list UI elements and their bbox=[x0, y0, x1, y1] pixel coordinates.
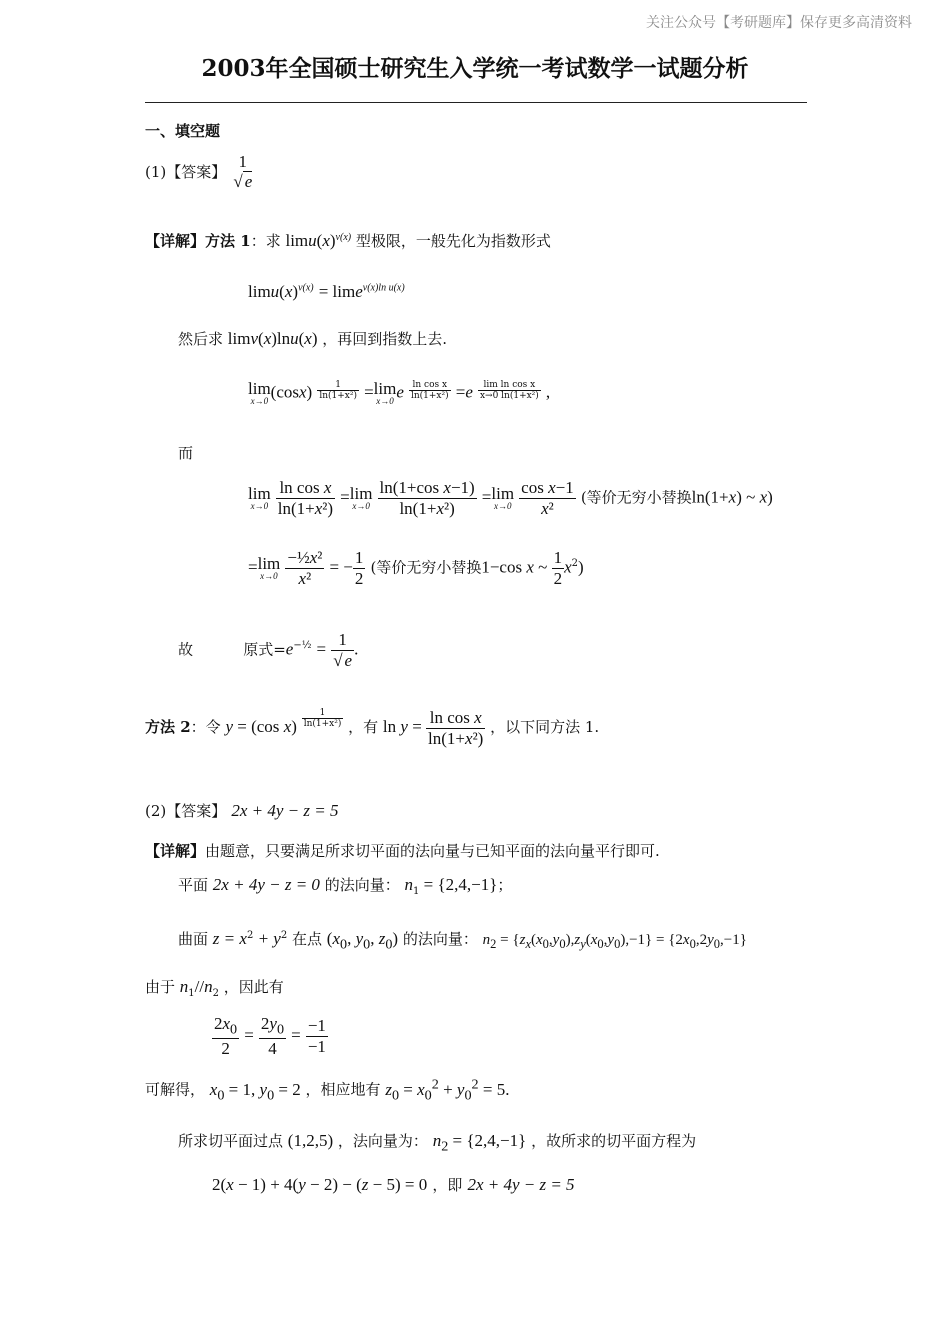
q2-since-line: 由于 $n_1//n_2$ ，因此有 bbox=[145, 977, 284, 999]
section-heading: 一、填空题 bbox=[145, 122, 221, 140]
q2-solve-line: 可解得， $x_0 = 1$, $y_0 = 2$ ，相应地有 $z_0 = x_0^2 + y_0^2 = 5$. bbox=[145, 1076, 510, 1104]
formula-exp-form: $\lim u(x)^{v(x)} = \lim e^{v(x)ln u(x)}$ bbox=[248, 282, 405, 301]
q1-er: 而 bbox=[178, 444, 194, 462]
q2-tangent-line: 所求切平面过点 (1,2,5) ，法向量为： $n_2 = \{2,4,-1\}$ ，故所求的切平面方程为 bbox=[178, 1131, 697, 1155]
page-title: 2003年全国硕士研究生入学统一考试数学一试题分析 bbox=[201, 55, 749, 82]
q1-conclusion: 故 原式$=e^{-\frac{1}{2}}$ = $\frac{1}{√ e}$ . bbox=[178, 630, 359, 670]
q1-method2-line: 方法 2：令 y = (cos x) $\frac{1}{\text{ln(1+x²)}}$ ，有 ln y = $\frac{\text{ln cos x}}{\text{ln(1+x²)}}$ ，以下同方法 1. bbox=[145, 708, 600, 748]
q1-answer bbox=[145, 152, 254, 191]
q2-surface-line: 曲面 $z = x^2 + y^2$ 在点 ($x_0$, $y_0$, $z_0$) 的法向量： $n_2 = \{z_x(x_0,y_0),z_y(x_0,y_0),-1\} = \{2x_0,2y_0,-1\}$ bbox=[178, 929, 747, 953]
q2-detail: 【详解】由题意，只要满足所求切平面的法向量与已知平面的法向量平行即可. bbox=[145, 842, 660, 860]
formula-ratio: $\frac{2x_0}{2}$ = $\frac{2y_0}{4}$ = $\frac{-1}{-1}$ bbox=[214, 1014, 326, 1058]
q2-label: (2)【答案】 bbox=[145, 802, 227, 820]
q2-plane-line: 平面 2x + 4y − z = 0 的法向量： $n_1 = \{2,4,-1\}$； bbox=[178, 875, 513, 897]
watermark: 关注公众号【考研题库】保存更多高清资料 bbox=[646, 15, 912, 31]
q1-answer-fraction: 1 √ e bbox=[233, 152, 253, 191]
title-divider bbox=[145, 102, 807, 103]
q2-final-equation: 2(x − 1) + 4(y − 2) − (z − 5) = 0 ，即 2x + 4y − z = 5 bbox=[212, 1175, 575, 1194]
q2-answer bbox=[145, 800, 338, 821]
formula-limit-ratio: lim x→0 $\frac{\text{ln cos x}}{\text{ln(1+x²)}}$ =lim x→0 $\frac{\text{ln(1+cos x−1)}}{\text{ln(1+x²)}}$ =lim x→0 $\frac{\text{cos x−1}}{\text{x²}}$ (等价无穷小替换ln(1+x) ~ x) bbox=[248, 478, 773, 518]
q1-then-line: 然后求 limv(x)lnu(x) ，再回到指数上去. bbox=[178, 329, 448, 348]
q2-answer-eq: 2x + 4y − z = 5 bbox=[231, 801, 339, 820]
formula-limit-cos: lim x→0 (cosx) $\frac{1}{\text{ln(1+x²)}}$ =lim x→0 e $\frac{\text{ln cos x}}{\text{ln(1+x²)}}$ =e $\frac{\text{lim ln cos x}}{\text{x→0 ln(1+x²)}}$ , bbox=[248, 379, 551, 406]
q1-label: (1)【答案】 bbox=[145, 163, 227, 182]
q1-method1-line: 【详解】方法 1：求 $\lim u(x)^{v(x)}$ 型极限，一般先化为指数形式 bbox=[145, 231, 551, 250]
formula-limit-half: =lim x→0 $\frac{\text{−½x²}}{\text{x²}}$ = − $\frac{1}{2}$ (等价无穷小替换1−cos x ~ $\frac{1}{2}$ $x^2$) bbox=[248, 548, 584, 588]
